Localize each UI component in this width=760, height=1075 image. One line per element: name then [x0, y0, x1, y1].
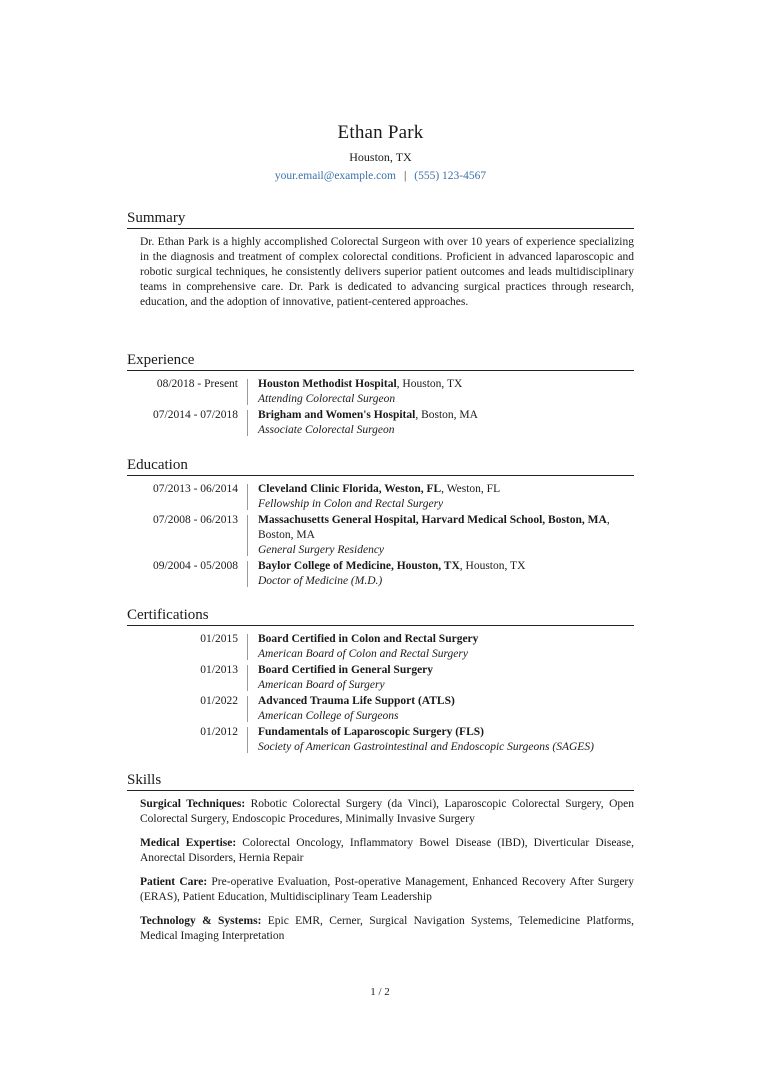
- entry-organization: Massachusetts General Hospital, Harvard Medical School, Boston, MA: [258, 514, 607, 526]
- skill-group: [140, 914, 634, 944]
- summary-section: [127, 209, 634, 310]
- section-divider: [127, 370, 634, 371]
- education-entry: [127, 513, 634, 558]
- entry-place: , Boston, MA: [258, 514, 610, 541]
- certification-name: Fundamentals of Laparoscopic Surgery (FLS): [258, 726, 484, 738]
- experience-entry: [127, 377, 634, 407]
- education-heading: Education: [127, 457, 188, 473]
- entry-organization: Houston Methodist Hospital: [258, 378, 397, 390]
- entry-divider: [247, 696, 248, 722]
- experience-entry: [127, 408, 634, 438]
- entry-date: 07/2008 - 06/2013: [153, 514, 238, 526]
- entry-organization: Cleveland Clinic Florida, Weston, FL: [258, 483, 442, 495]
- skill-text: Epic EMR, Cerner, Surgical Navigation Systems, Telemedicine Platforms, Medical Imaging Interpretation: [140, 915, 634, 942]
- entry-place: , Houston, TX: [459, 560, 526, 572]
- entry-date: 07/2014 - 07/2018: [153, 409, 238, 421]
- entry-organization: Brigham and Women's Hospital: [258, 409, 416, 421]
- certification-name: Advanced Trauma Life Support (ATLS): [258, 695, 455, 707]
- summary-text: Dr. Ethan Park is a highly accomplished Colorectal Surgeon with over 10 years of experience specializing in the diagnosis and treatment of complex colorectal conditions. Proficient in advanced laparoscopic and robotic surgical techniques, he consistently delivers superior patient outcomes and leads multidisciplinary teams in comprehensive care. Dr. Park is dedicated to advancing surgical practices through research, education, and the adoption of innovative, patient-centered approaches.: [140, 236, 634, 308]
- entry-divider: [247, 379, 248, 405]
- skill-text: Colorectal Oncology, Inflammatory Bowel Disease (IBD), Diverticular Disease, Anorectal Disorders, Hernia Repair: [140, 837, 634, 864]
- entry-degree: Doctor of Medicine (M.D.): [258, 575, 383, 587]
- entry-place: , Boston, MA: [415, 409, 478, 421]
- entry-place: , Houston, TX: [396, 378, 463, 390]
- contact-separator: |: [403, 170, 407, 182]
- section-divider: [127, 228, 634, 229]
- entry-place: , Weston, FL: [441, 483, 501, 495]
- location-text: Houston, TX: [349, 150, 412, 164]
- education-entry: [127, 482, 634, 512]
- entry-date: 09/2004 - 05/2008: [153, 560, 238, 572]
- certification-name: Board Certified in General Surgery: [258, 664, 434, 676]
- certification-issuer: American Board of Surgery: [258, 679, 385, 691]
- skill-label: Surgical Techniques:: [140, 798, 246, 810]
- skill-group: [140, 875, 634, 905]
- skill-text: Robotic Colorectal Surgery (da Vinci), Laparoscopic Colorectal Surgery, Open Colorectal Surgery, Endoscopic Procedures, Minimally Invasive Surgery: [140, 798, 634, 825]
- entry-date: 01/2013: [200, 664, 238, 676]
- certification-issuer: American College of Surgeons: [258, 710, 399, 722]
- certification-entry: [127, 694, 634, 724]
- entry-date: 08/2018 - Present: [156, 378, 238, 390]
- section-divider: [127, 625, 634, 626]
- entry-divider: [247, 484, 248, 510]
- entry-divider: [247, 515, 248, 556]
- certifications-heading: Certifications: [127, 607, 209, 623]
- skill-group: [140, 836, 634, 866]
- skill-group: [140, 797, 634, 827]
- entry-date: 01/2012: [200, 726, 238, 738]
- skills-heading: Skills: [127, 772, 162, 788]
- certification-entry: [127, 632, 634, 662]
- certification-name: Board Certified in Colon and Rectal Surgery: [258, 633, 479, 645]
- resume-header: [127, 120, 634, 184]
- page-number: 1 / 2: [370, 986, 390, 998]
- summary-heading: Summary: [127, 210, 186, 226]
- entry-degree: General Surgery Residency: [258, 544, 385, 556]
- certification-entry: [127, 663, 634, 693]
- entry-date: 07/2013 - 06/2014: [153, 483, 238, 495]
- person-name: Ethan Park: [337, 122, 424, 143]
- certifications-section: [127, 606, 634, 755]
- skill-label: Patient Care:: [140, 876, 208, 888]
- entry-role: Attending Colorectal Surgeon: [258, 393, 396, 405]
- experience-section: [127, 351, 634, 438]
- certification-issuer: American Board of Colon and Rectal Surgery: [258, 648, 468, 660]
- email-link[interactable]: your.email@example.com: [274, 170, 396, 182]
- entry-divider: [247, 665, 248, 691]
- education-section: [127, 456, 634, 589]
- certification-issuer: Society of American Gastrointestinal and Endoscopic Surgeons (SAGES): [258, 741, 594, 753]
- entry-degree: Fellowship in Colon and Rectal Surgery: [258, 498, 444, 510]
- entry-divider: [247, 410, 248, 436]
- entry-divider: [247, 634, 248, 660]
- entry-role: Associate Colorectal Surgeon: [258, 424, 395, 436]
- section-divider: [127, 475, 634, 476]
- entry-organization: Baylor College of Medicine, Houston, TX: [258, 560, 460, 572]
- section-divider: [127, 790, 634, 791]
- skill-label: Technology & Systems:: [140, 915, 262, 927]
- skill-label: Medical Expertise:: [140, 837, 237, 849]
- entry-date: 01/2015: [200, 633, 238, 645]
- education-entry: [127, 559, 634, 589]
- skill-text: Pre-operative Evaluation, Post-operative Management, Enhanced Recovery After Surgery (ERAS), Patient Education, Multidisciplinary Team Leadership: [140, 876, 635, 903]
- entry-divider: [247, 561, 248, 587]
- experience-heading: Experience: [127, 352, 195, 368]
- skills-section: [127, 771, 634, 953]
- contact-line: [127, 168, 634, 184]
- phone-link[interactable]: (555) 123-4567: [414, 170, 487, 182]
- certification-entry: [127, 725, 634, 755]
- entry-date: 01/2022: [200, 695, 238, 707]
- entry-divider: [247, 727, 248, 753]
